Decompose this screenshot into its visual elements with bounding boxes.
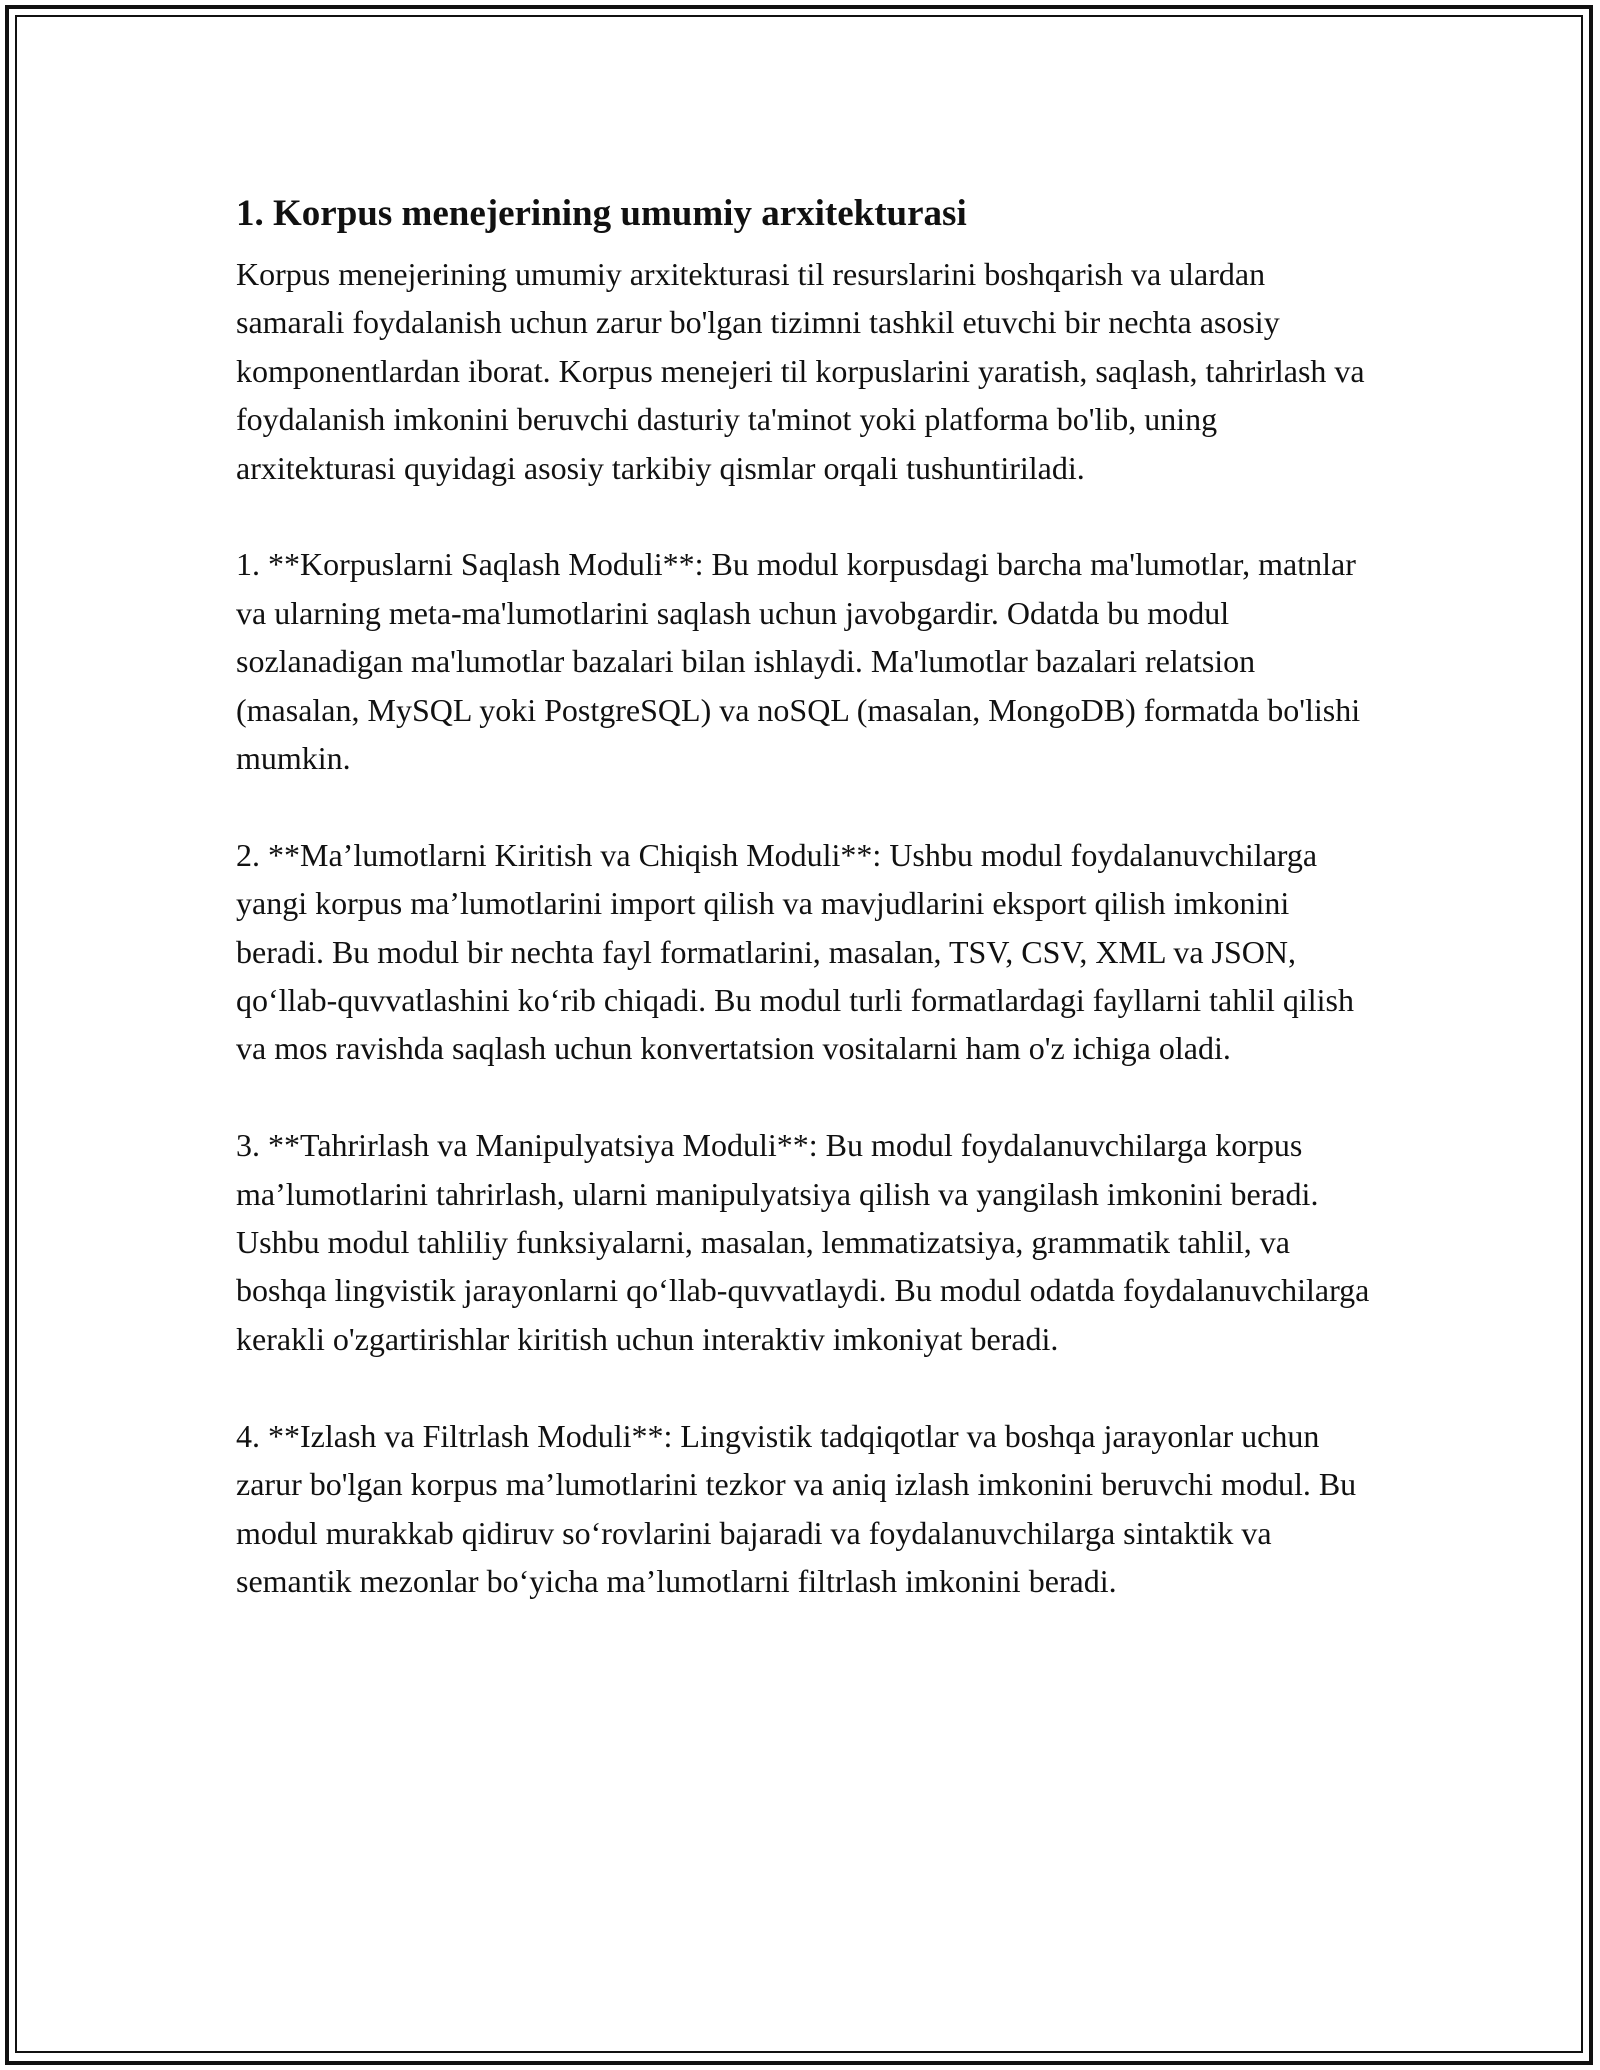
paragraph-io-module: 2. **Ma’lumotlarni Kiritish va Chiqish Moduli**: Ushbu modul foydalanuvchilarga yangi korpus ma’lumotlarini import qilish va mavjudlarini eksport qilish imkonini beradi. Bu modul bir nechta fayl formatlarini, masalan, TSV, CSV, XML va JSON, qo‘llab-quvvatlashini ko‘rib chiqadi. Bu modul turli formatlardagi fayllarni tahlil qilish va mos ravishda saqlash uchun konvertatsion vositalarni ham o'z ichiga oladi. [236,836,1354,1067]
paragraph-editing-module: 3. **Tahrirlash va Manipulyatsiya Moduli**: Bu modul foydalanuvchilarga korpus ma’lumotlarini tahrirlash, ularni manipulyatsiya qilish va yangilash imkonini beradi. Ushbu modul tahliliy funksiyalarni, masalan, lemmatizatsiya, grammatik tahlil, va boshqa lingvistik jarayonlarni qo‘llab-quvvatlaydi. Bu modul odatda foydalanuvchilarga kerakli o'zgartirishlar kiritish uchun interaktiv imkoniyat beradi. [236,1127,1370,1357]
section-heading: 1. Korpus menejerining umumiy arxitekturasi [236,193,967,234]
paragraph-storage-module: 1. **Korpuslarni Saqlash Moduli**: Bu modul korpusdagi barcha ma'lumotlar, matnlar va ularning meta-ma'lumotlarini saqlash uchun javobgardir. Odatda bu modul sozlanadigan ma'lumotlar bazalari bilan ishlaydi. Ma'lumotlar bazalari relatsion (masalan, MySQL yoki PostgreSQL) va noSQL (masalan, MongoDB) formatda bo'lishi mumkin. [236,546,1361,777]
paragraph-search-module: 4. **Izlash va Filtrlash Moduli**: Lingvistik tadqiqotlar va boshqa jarayonlar uchun zarur bo'lgan korpus ma’lumotlarini tezkor va aniq izlash imkonini beruvchi modul. Bu modul murakkab qidiruv so‘rovlarini bajaradi va foydalanuvchilarga sintaktik va semantik mezonlar bo‘yicha ma’lumotlarni filtrlash imkonini beradi. [236,1417,1357,1599]
document-body [236,190,1376,1654]
intro-paragraph: Korpus menejerining umumiy arxitekturasi til resurslarini boshqarish va ulardan samarali foydalanish uchun zarur bo'lgan tizimni tashkil etuvchi bir nechta asosiy komponentlardan iborat. Korpus menejeri til korpuslarini yaratish, saqlash, tahrirlash va foydalanish imkonini beruvchi dasturiy ta'minot yoki platforma bo'lib, uning arxitekturasi quyidagi asosiy tarkibiy qismlar orqali tushuntiriladi. [236,256,1365,486]
